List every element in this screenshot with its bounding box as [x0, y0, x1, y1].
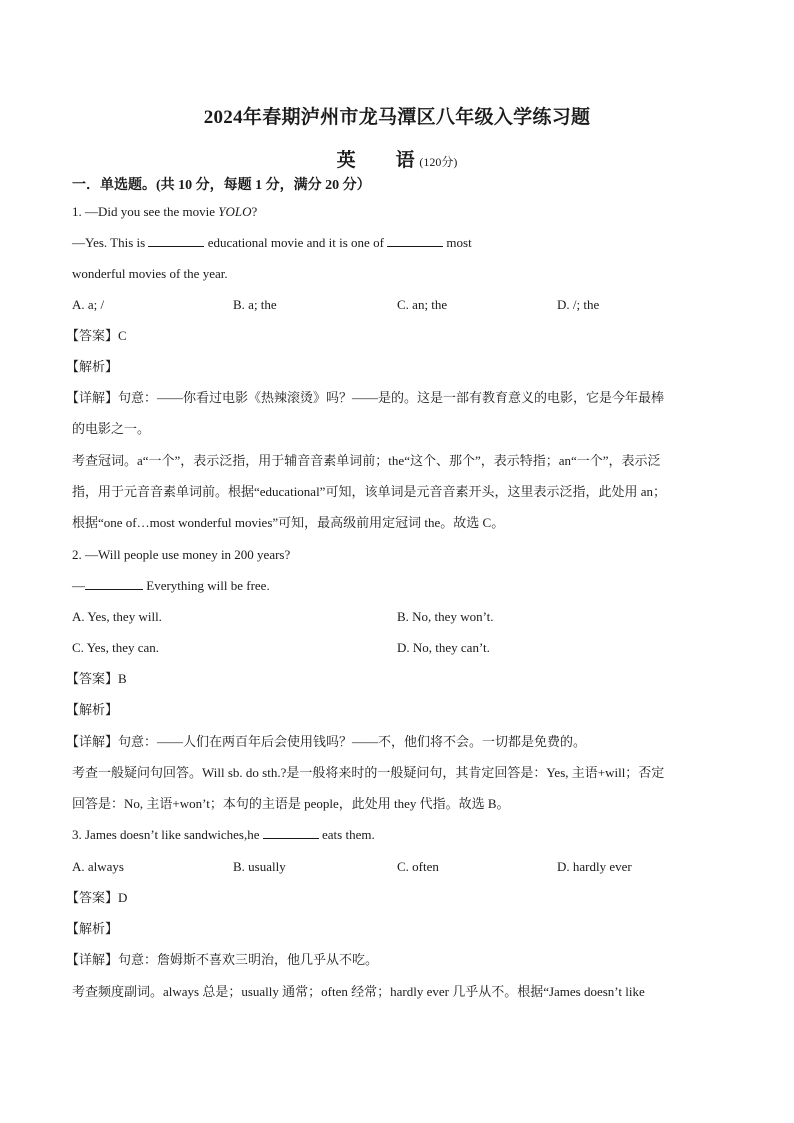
q1-detail-5: 根据“one of…most wonderful movies”可知，最高级前用定冠词 the。故选 C。	[72, 515, 505, 530]
q1-line2-c: most	[443, 235, 472, 250]
q3-stem-a: 3. James doesn’t like sandwiches,he	[72, 827, 263, 842]
q1-detail-3: 考查冠词。a“一个”，表示泛指，用于辅音音素单词前；the“这个、那个”，表示特指；an“一个”，表示泛	[72, 453, 661, 468]
q2-line2-b: Everything will be free.	[143, 578, 270, 593]
q2-detail-3: 回答是：No, 主语+won’t；本句的主语是 people，此处用 they 代指。故选 B。	[72, 796, 510, 811]
q2-answer: 【答案】B	[66, 671, 127, 686]
subject-char-2: 语	[395, 150, 415, 171]
q1-answer: 【答案】C	[66, 328, 127, 343]
section-heading: 一．单选题。(共 10 分，每题 1 分，满分 20 分）	[72, 178, 371, 193]
q3-blank	[263, 826, 319, 839]
q3-detail-2: 考查频度副词。always 总是；usually 通常；often 经常；hardly ever 几乎从不。根据“James doesn’t like	[72, 984, 645, 999]
page-title: 2024年春期泸州市龙马潭区八年级入学练习题	[203, 107, 591, 128]
q1-line2	[72, 234, 472, 252]
q3-analysis-label: 【解析】	[66, 921, 119, 936]
q1-detail-4: 指，用于元音音素单词前。根据“educational”可知，该单词是元音音素开头，这里表示泛指，此处用 an；	[72, 484, 666, 499]
q3-option-c: C. often	[397, 859, 439, 874]
q1-blank-2	[387, 234, 443, 247]
q1-analysis-label: 【解析】	[66, 359, 119, 374]
q1-option-a: A. a; /	[72, 297, 105, 312]
q2-line2	[72, 577, 270, 595]
q1-detail-1: 【详解】句意：——你看过电影《热辣滚烫》吗？——是的。这是一部有教育意义的电影，它是今年最棒	[66, 390, 665, 405]
q1-detail-2: 的电影之一。	[72, 421, 151, 436]
q2-stem: 2. —Will people use money in 200 years?	[72, 547, 291, 562]
q1-stem-suffix: ?	[251, 204, 258, 219]
q3-option-d: D. hardly ever	[557, 859, 632, 874]
q2-analysis-label: 【解析】	[66, 702, 119, 717]
q3-detail-1: 【详解】句意：詹姆斯不喜欢三明治，他几乎从不吃。	[66, 952, 379, 967]
q1-line2-b: educational movie and it is one of	[204, 235, 388, 250]
q1-option-d: D. /; the	[557, 297, 600, 312]
q2-blank	[85, 577, 143, 590]
q1-stem-prefix: 1. —Did you see the movie	[72, 204, 219, 219]
q1-stem	[72, 203, 257, 221]
subject-heading	[0, 145, 794, 172]
q1-movie-title: YOLO	[218, 204, 252, 219]
q3-stem-b: eats them.	[318, 827, 375, 842]
q2-option-a: A. Yes, they will.	[72, 609, 162, 624]
q1-blank-1	[148, 234, 204, 247]
q3-option-a: A. always	[72, 859, 124, 874]
q2-option-b: B. No, they won’t.	[397, 609, 494, 624]
q3-option-b: B. usually	[233, 859, 286, 874]
subject-char-1: 英	[336, 150, 356, 171]
q1-option-b: B. a; the	[233, 297, 277, 312]
q2-option-c: C. Yes, they can.	[72, 640, 160, 655]
q2-option-d: D. No, they can’t.	[397, 640, 490, 655]
q3-answer: 【答案】D	[66, 890, 128, 905]
total-score: (120分)	[419, 155, 458, 169]
q2-detail-2: 考查一般疑问句回答。Will sb. do sth.?是一般将来时的一般疑问句，其肯定回答是：Yes, 主语+will；否定	[72, 765, 665, 780]
q1-option-c: C. an; the	[397, 297, 448, 312]
q3-stem	[72, 826, 375, 844]
q1-line3: wonderful movies of the year.	[72, 266, 228, 281]
q1-line2-a: —Yes. This is	[72, 235, 149, 250]
q2-line2-a: —	[72, 578, 85, 593]
q2-detail-1: 【详解】句意：——人们在两百年后会使用钱吗？——不，他们将不会。一切都是免费的。	[66, 734, 587, 749]
